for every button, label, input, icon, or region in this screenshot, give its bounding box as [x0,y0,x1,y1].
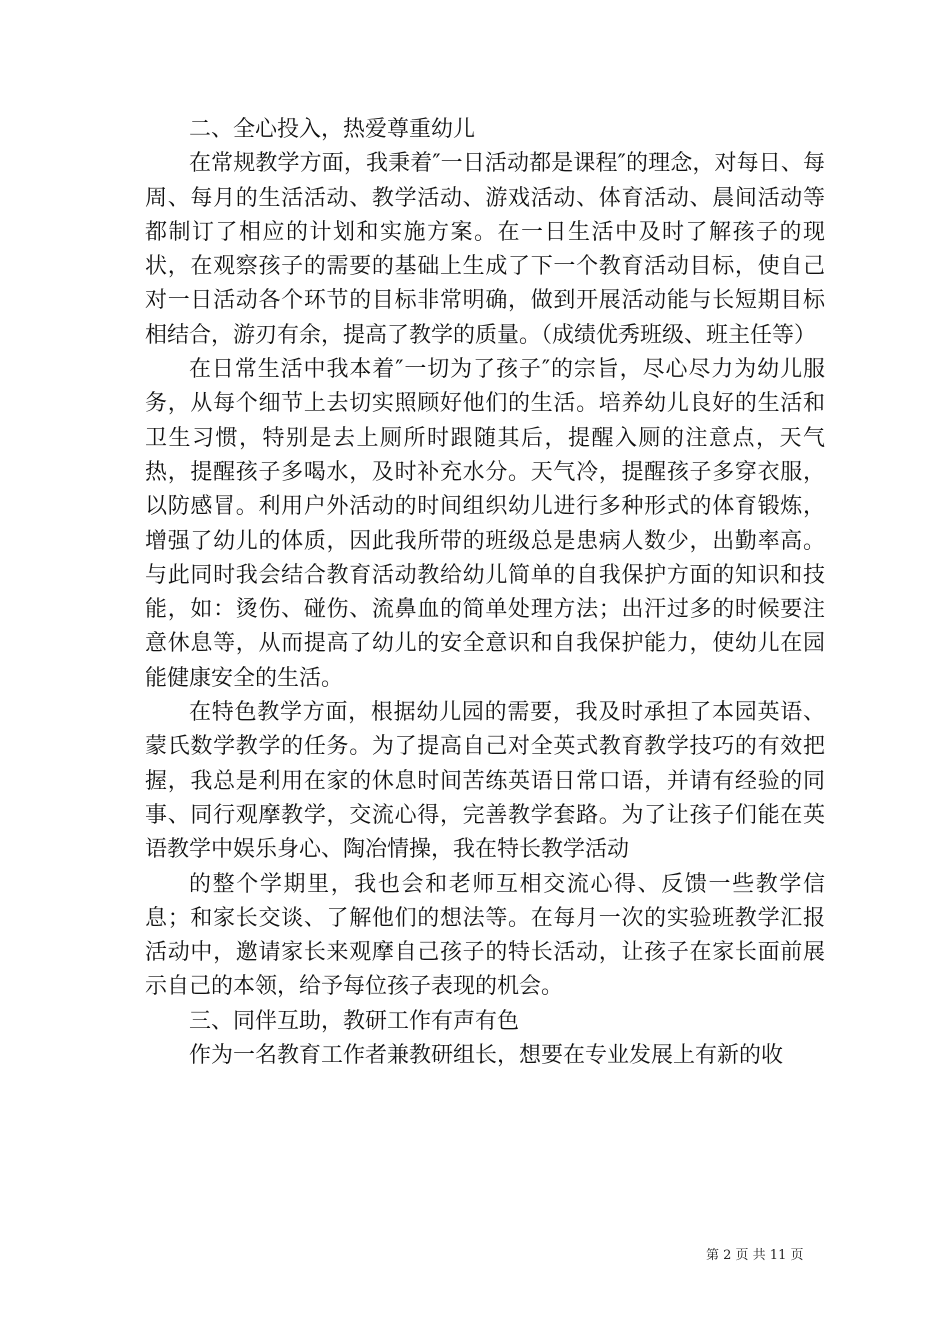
paragraph-daily-life: 在日常生活中我本着″一切为了孩子″的宗旨，尽心尽力为幼儿服务，从每个细节上去切实照顾好他们的生活。培养幼儿良好的生活和卫生习惯，特别是去上厕所时跟随其后，提醒入厕的注意点，天气热，提醒孩子多喝水，及时补充水分。天气冷，提醒孩子多穿衣服，以防感冒。利用户外活动的时间组织幼儿进行多种形式的体育锻炼，增强了幼儿的体质，因此我所带的班级总是患病人数少，出勤率高。与此同时我会结合教育活动教给幼儿简单的自我保护方面的知识和技能，如：烫伤、碰伤、流鼻血的简单处理方法；出汗过多的时候要注意休息等，从而提高了幼儿的安全意识和自我保护能力，使幼儿在园能健康安全的生活。 [145,357,825,691]
document-body [145,113,825,1073]
paragraph-research-leader: 作为一名教育工作者兼教研组长，想要在专业发展上有新的收 [189,1043,784,1069]
section-heading-3: 三、同伴互助，教研工作有声有色 [189,1008,520,1034]
paragraph-special-teaching: 在特色教学方面，根据幼儿园的需要，我及时承担了本园英语、蒙氏数学教学的任务。为了提高自己对全英式教育教学技巧的有效把握，我总是利用在家的休息时间苦练英语日常口语，并请有经验的同事、同行观摩教学，交流心得，完善教学套路。为了让孩子们能在英语教学中娱乐身心、陶冶情操，我在特长教学活动 [145,700,825,863]
section-heading-2: 二、全心投入，热爱尊重幼儿 [189,117,476,142]
page-number-footer: 第 2 页 共 11 页 [706,1248,804,1263]
paragraph-routine-teaching: 在常规教学方面，我秉着″一日活动都是课程″的理念，对每日、每周、每月的生活活动、教学活动、游戏活动、体育活动、晨间活动等都制订了相应的计划和实施方案。在一日生活中及时了解孩子的现状，在观察孩子的需要的基础上生成了下一个教育活动目标，使自己对一日活动各个环节的目标非常明确，做到开展活动能与长短期目标相结合，游刃有余，提高了教学的质量。（成绩优秀班级、班主任等） [145,151,825,348]
paragraph-semester-exchange: 的整个学期里，我也会和老师互相交流心得、反馈一些教学信息；和家长交谈、了解他们的想法等。在每月一次的实验班教学汇报活动中，邀请家长来观摩自己孩子的特长活动，让孩子在家长面前展示自己的本领，给予每位孩子表现的机会。 [145,871,825,1000]
